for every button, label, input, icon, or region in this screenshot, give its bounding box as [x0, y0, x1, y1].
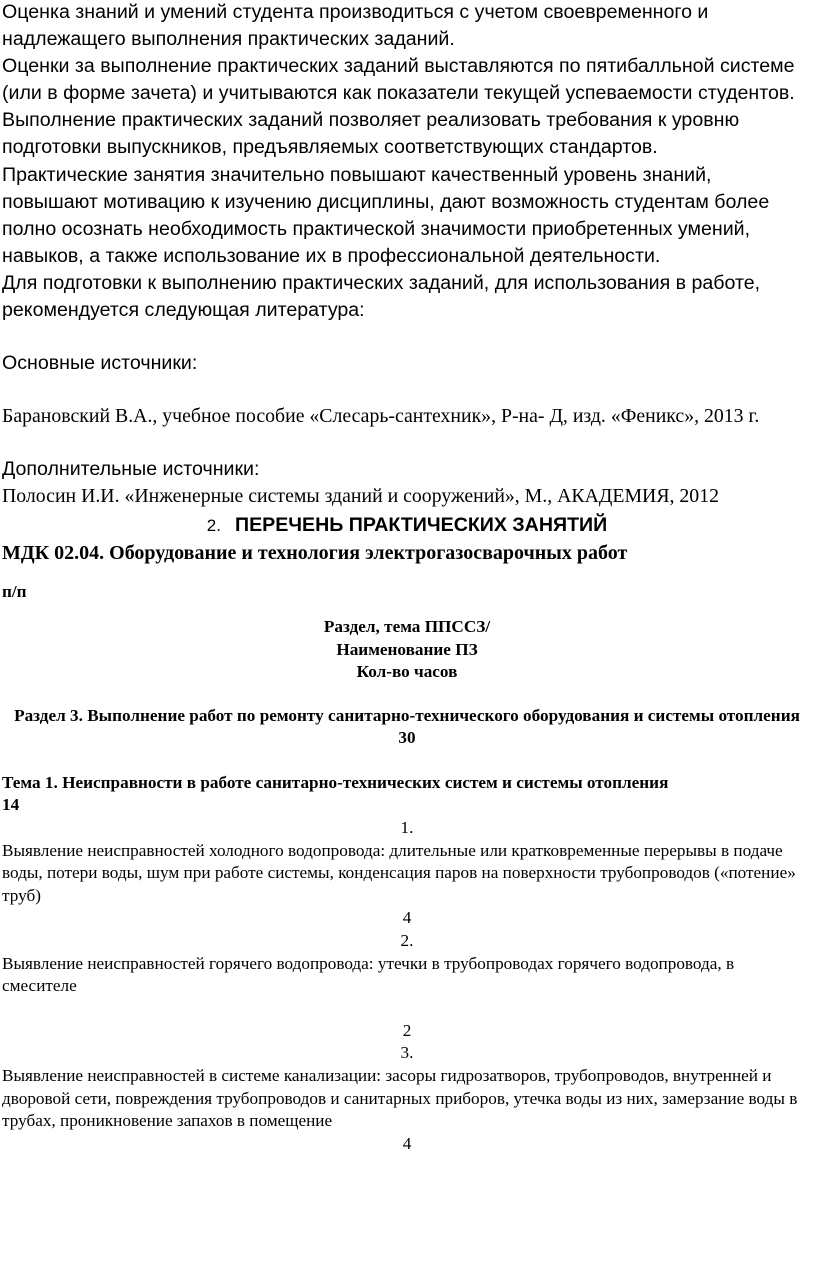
intro-paragraph-4: Практические занятия значительно повышают качественный уровень знаний, повышают мотивацию к изучению дисциплины, дают возможность студентам более полно осознать необходимость практической значимости приобретенных умений, навыков, а также использование их в профессиональной деятельности. [2, 163, 770, 267]
intro-paragraph-3: Выполнение практических заданий позволяет реализовать требования к уровню подготовки выпускников, предъявляемых соответствующих стандартов. [2, 109, 740, 159]
intro-paragraph-1: Оценка знаний и умений студента производиться с учетом своевременного и надлежащего выполнения практических заданий. [2, 1, 709, 51]
intro-text [2, 0, 812, 324]
row-hours: 4 [402, 908, 412, 928]
section-number: 2. [206, 516, 221, 536]
section-heading [2, 512, 812, 539]
table-row [2, 817, 812, 930]
section-title: ПЕРЕЧЕНЬ ПРАКТИЧЕСКИХ ЗАНЯТИЙ [234, 514, 608, 537]
column-section-header: Раздел, тема ППССЗ/ [323, 616, 491, 636]
intro-paragraph-2: Оценки за выполнение практических заданий выставляются по пятибалльной системе (или в форме зачета) и учитываются как показатели текущей успеваемости студентов. [2, 55, 795, 105]
row-number: 2. [400, 931, 414, 951]
row-number: 3. [400, 1043, 414, 1063]
topic-hours: 14 [2, 795, 20, 815]
part-hours: 30 [398, 728, 416, 748]
extra-source-item: Полосин И.И. «Инженерные системы зданий и сооружений», М., АКАДЕМИЯ, 2012 [2, 485, 719, 508]
practice-table [2, 567, 812, 1155]
section-subtitle: МДК 02.04. Оборудование и технология электрогазосварочных работ [2, 542, 628, 565]
extra-sources-heading: Дополнительные источники: [2, 458, 260, 481]
topic-title: Тема 1. Неисправности в работе санитарно-технических систем и системы отопления [2, 772, 669, 792]
table-row [2, 930, 812, 1042]
intro-paragraph-5: Для подготовки к выполнению практических заданий, для использования в работе, рекомендуется следующая литература: [2, 271, 761, 322]
row-hours: 2 [402, 1020, 412, 1040]
column-name-header: Наименование ПЗ [336, 639, 478, 659]
column-number-header: п/п [2, 582, 27, 602]
row-hours: 4 [402, 1133, 412, 1153]
row-text: Выявление неисправностей горячего водопровода: утечки в трубопроводах горячего водопровода, в смесителе [2, 953, 735, 996]
row-text: Выявление неисправностей холодного водопровода: длительные или кратковременные перерывы в подаче воды, потери воды, шум при работе системы, конденсация паров на поверхности трубопроводов («потение» труб) [2, 840, 796, 905]
column-hours-header: Кол-во часов [356, 662, 458, 682]
row-text: Выявление неисправностей в системе канализации: засоры гидрозатворов, трубопроводов, внутренней и дворовой сети, повреждения трубопроводов и санитарных приборов, утечка воды из них, замерзание воды в трубах, проникновение запахов в помещение [2, 1066, 798, 1131]
part-title: Раздел 3. Выполнение работ по ремонту санитарно-технического оборудования и системы отопления [14, 705, 800, 725]
table-row [2, 1042, 812, 1155]
main-source-item: Барановский В.А., учебное пособие «Слесарь-сантехник», Р-на- Д, изд. «Феникс», 2013 г. [2, 405, 760, 428]
main-sources-heading: Основные источники: [2, 352, 198, 375]
row-number: 1. [400, 818, 414, 838]
